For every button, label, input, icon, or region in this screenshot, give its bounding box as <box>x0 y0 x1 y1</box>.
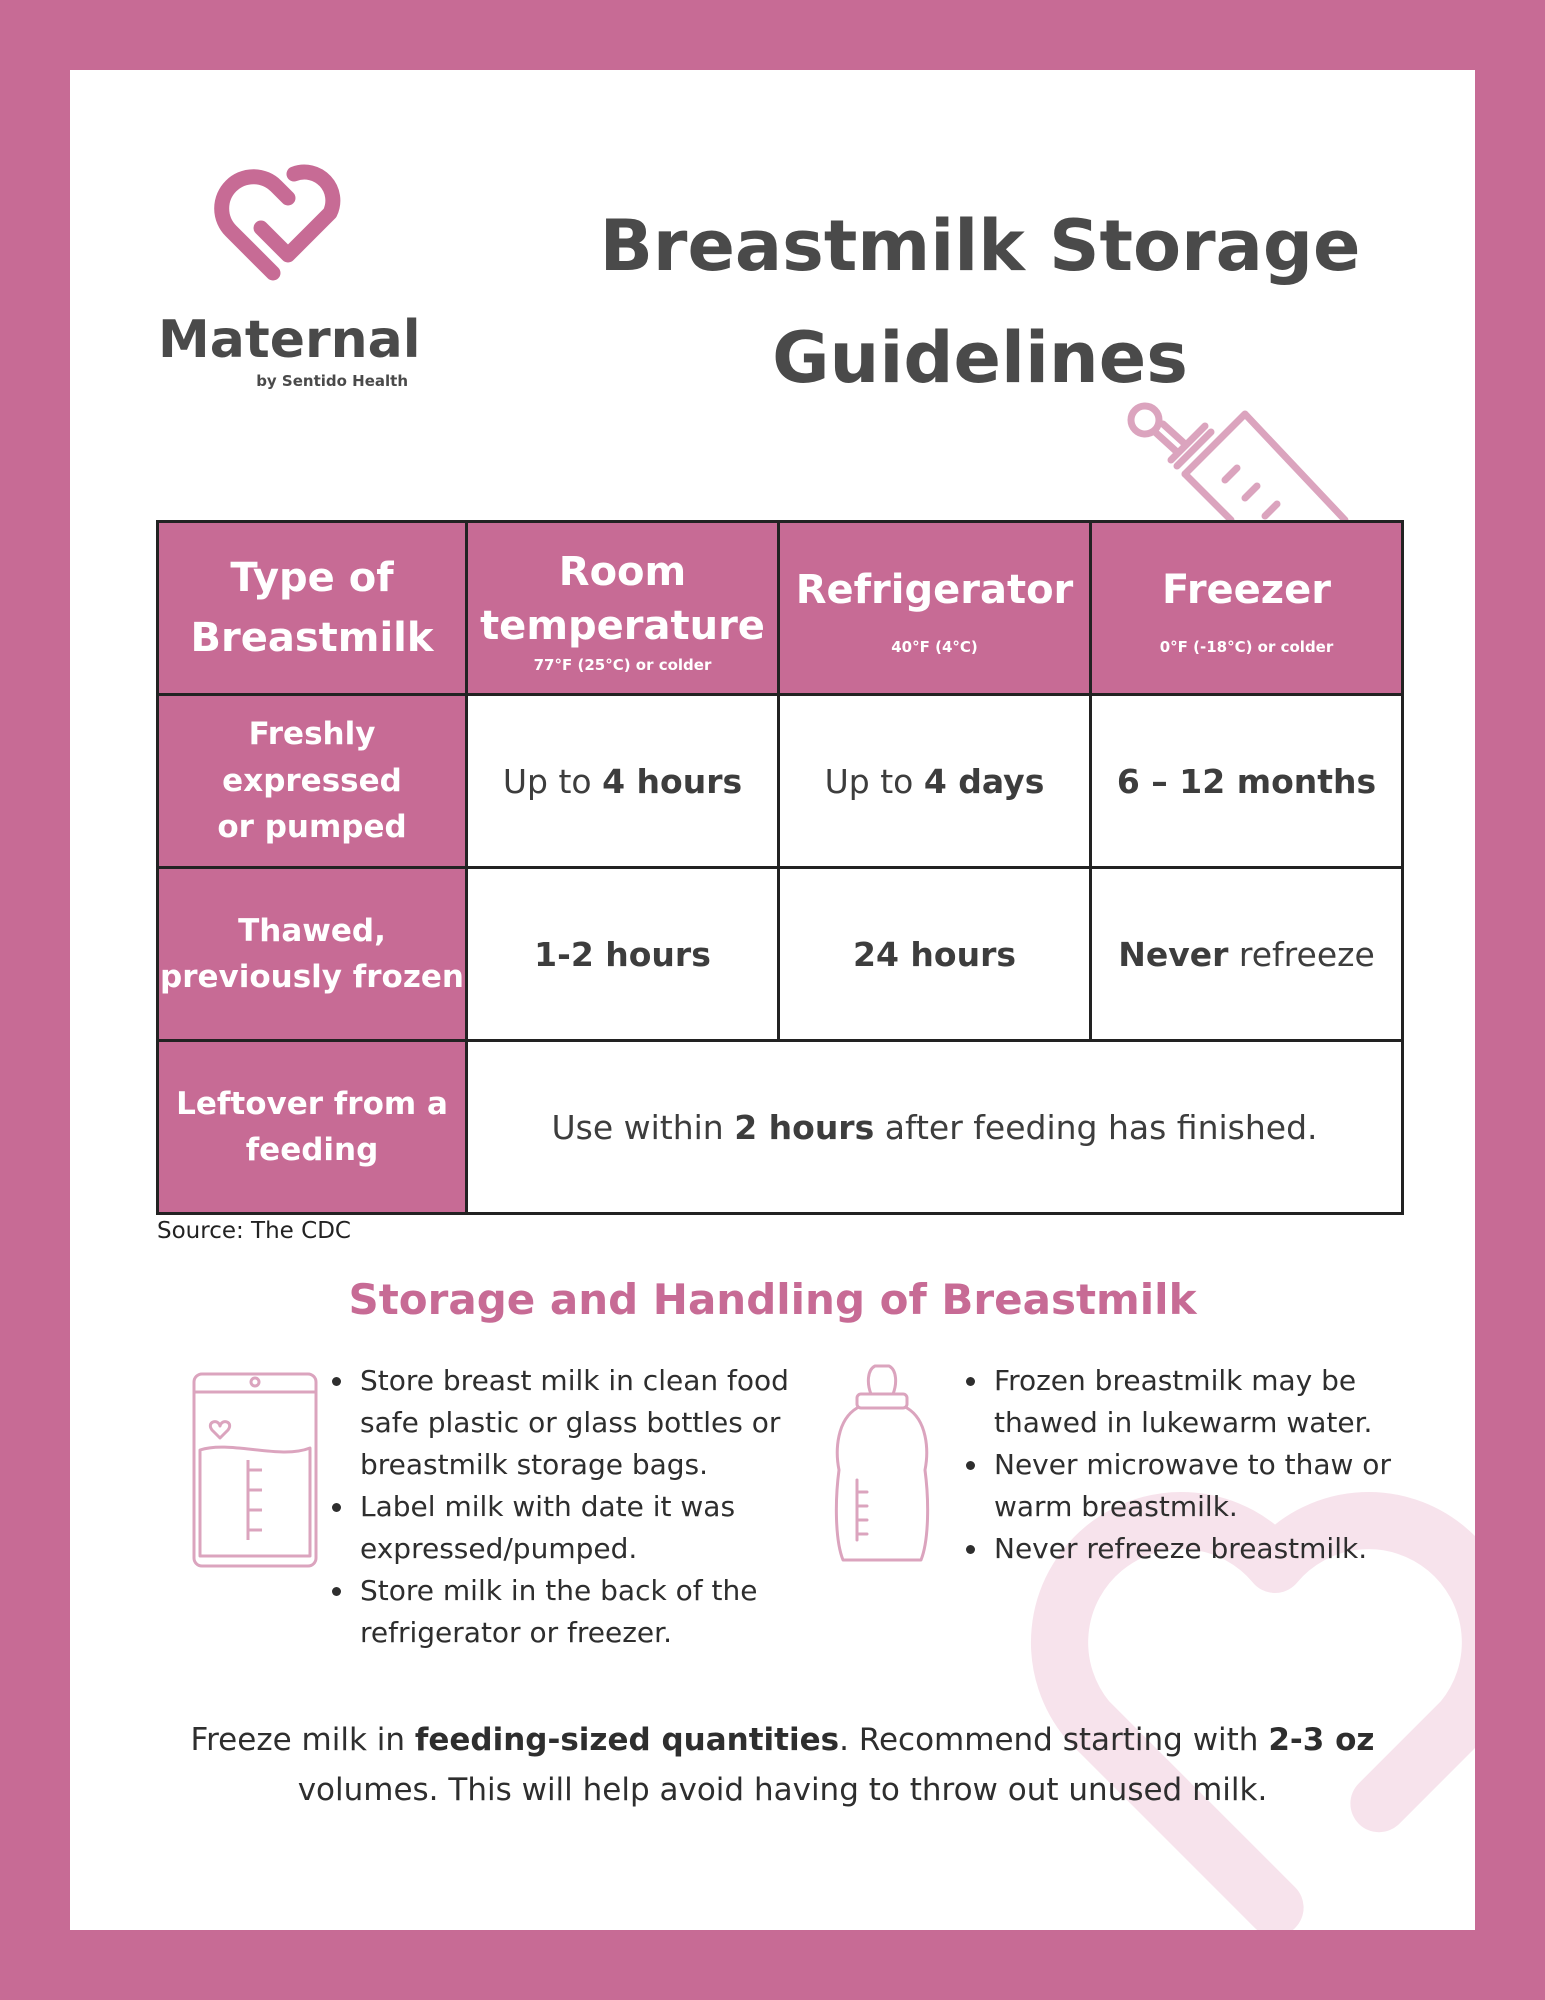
header-fridge <box>779 522 1091 695</box>
row-type-fresh <box>158 695 467 868</box>
row-type-thawed-line2: previously frozen <box>160 959 464 995</box>
storage-table <box>156 520 1404 1215</box>
header-fridge-line1: Refrigerator <box>795 567 1074 613</box>
thawed-freezer-value: Never <box>1118 934 1229 974</box>
row-type-thawed-line1: Thawed, <box>238 912 386 949</box>
footer-part3: volumes. This will help avoid having to throw out unused milk. <box>297 1772 1268 1808</box>
fresh-fridge-cell <box>779 695 1091 868</box>
header-type-line2: Breastmilk <box>190 615 434 661</box>
row-type-fresh-line1: Freshly expressed <box>222 716 402 799</box>
fresh-fridge-prefix: Up to <box>824 761 924 801</box>
fresh-room-cell <box>467 695 779 868</box>
header-freezer-line1: Freezer <box>1162 567 1331 613</box>
thawed-freezer-cell <box>1091 868 1403 1041</box>
fresh-fridge-value: 4 days <box>923 761 1045 801</box>
baby-bottle-decor-icon <box>1115 400 1365 520</box>
footer-bold1: feeding-sized quantities <box>414 1722 840 1758</box>
header-room <box>467 522 779 695</box>
header-room-line1: Room <box>558 549 687 595</box>
thawed-fridge-value: 24 hours <box>853 934 1016 974</box>
list-item: • Label milk with date it was expressed/pumped. <box>356 1486 836 1570</box>
guideline-sheet <box>70 70 1475 1930</box>
header-freezer <box>1091 522 1403 695</box>
header-type-line1: Type of <box>230 555 394 601</box>
heart-check-icon <box>210 150 360 300</box>
row-type-leftover-line1: Leftover from a <box>176 1085 448 1122</box>
source-note: Source: The CDC <box>157 1218 351 1244</box>
thawed-freezer-suffix: refreeze <box>1228 934 1375 974</box>
leftover-span-cell <box>467 1041 1403 1214</box>
storage-bag-icon <box>190 1370 320 1570</box>
list-item: • Store milk in the back of the refrigerator or freezer. <box>356 1570 836 1654</box>
leftover-prefix: Use within <box>551 1107 735 1147</box>
brand-tagline: by Sentido Health <box>256 372 408 390</box>
brand-logo <box>158 150 421 390</box>
handling-title: Storage and Handling of Breastmilk <box>348 1275 1197 1324</box>
list-item: • Store breast milk in clean food safe plastic or glass bottles or breastmilk storage bags. <box>356 1360 836 1486</box>
brand-name: Maternal <box>158 310 421 370</box>
fresh-room-value: 4 hours <box>602 761 743 801</box>
row-type-fresh-line2: or pumped <box>217 809 407 846</box>
header-type <box>158 522 467 695</box>
header-room-sub: 77°F (25°C) or colder <box>533 656 712 674</box>
table-header-row <box>158 522 1403 695</box>
storage-tips-right <box>966 1360 1410 1570</box>
list-item: • Frozen breastmilk may be thawed in lukewarm water. <box>990 1360 1410 1444</box>
baby-bottle-icon <box>827 1360 937 1570</box>
row-type-leftover-line2: feeding <box>245 1132 379 1168</box>
table-row <box>158 1041 1403 1214</box>
thawed-room-cell <box>467 868 779 1041</box>
header-room-line2: temperature <box>480 603 765 649</box>
fresh-freezer-cell <box>1091 695 1403 868</box>
list-item: • Never refreeze breastmilk. <box>990 1528 1410 1570</box>
thawed-fridge-cell <box>779 868 1091 1041</box>
header-fridge-sub: 40°F (4°C) <box>891 638 978 656</box>
header-freezer-sub: 0°F (-18°C) or colder <box>1159 638 1334 656</box>
list-item: • Never microwave to thaw or warm breastmilk. <box>990 1444 1410 1528</box>
table-row <box>158 868 1403 1041</box>
leftover-suffix: after feeding has finished. <box>874 1107 1318 1147</box>
fresh-room-prefix: Up to <box>502 761 603 801</box>
row-type-leftover <box>158 1041 467 1214</box>
title-line-1: Breastmilk Storage <box>599 205 1361 287</box>
footer-part2: . Recommend starting with <box>839 1722 1269 1758</box>
leftover-value: 2 hours <box>734 1107 875 1147</box>
storage-tips-left <box>332 1360 836 1654</box>
table-row <box>158 695 1403 868</box>
footer-bold2: 2-3 oz <box>1268 1722 1375 1758</box>
row-type-thawed <box>158 868 467 1041</box>
page-title <box>510 190 1450 414</box>
footer-part1: Freeze milk in <box>190 1722 415 1758</box>
fresh-freezer-value: 6 – 12 months <box>1116 761 1377 801</box>
freezing-tip <box>160 1715 1405 1815</box>
thawed-room-value: 1-2 hours <box>534 934 711 974</box>
title-line-2: Guidelines <box>772 317 1188 399</box>
